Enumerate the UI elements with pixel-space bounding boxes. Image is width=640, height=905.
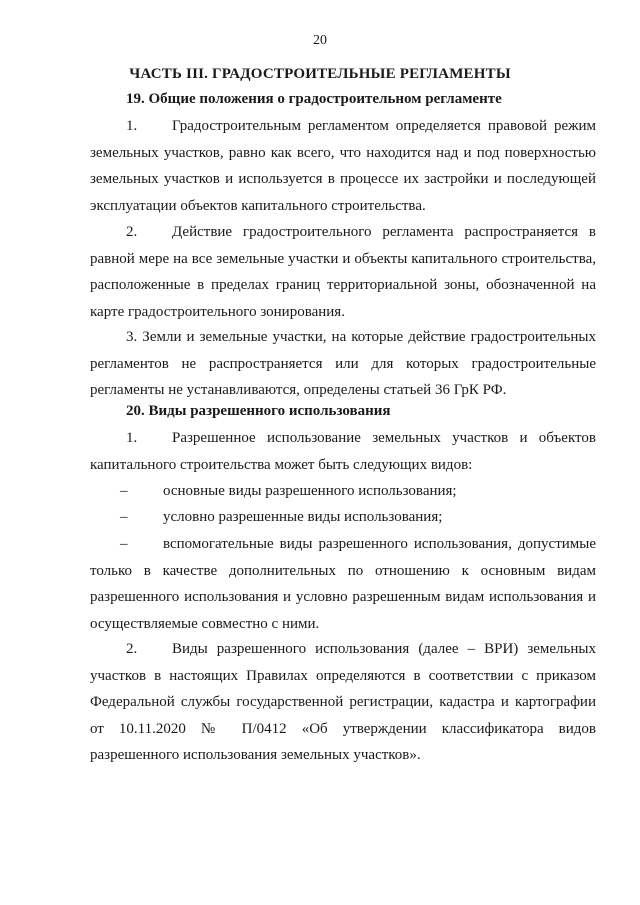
dash-marker: – [120, 483, 128, 499]
paragraph-number: 1. [126, 118, 138, 134]
section-20-title: 20. Виды разрешенного использования [126, 403, 391, 419]
paragraph-number: 2. [126, 224, 138, 240]
section-20-paragraph-2 [90, 636, 596, 769]
section-19-paragraph-2 [90, 219, 596, 325]
dash-marker: – [120, 509, 128, 525]
paragraph-text: Виды разрешенного использования (далее – ВРИ) земельных участков в настоящих Правилах определяются в соответствии с приказом Федеральной службы государственной регистрации, кадастра и картографии от 10.11.2020 № П/0412 «Об утверждении классификатора видов разрешенного использования земельных участков». [90, 641, 596, 763]
section-19-paragraph-1 [90, 113, 596, 219]
paragraph-text: Разрешенное использование земельных участков и объектов капитального строительства может быть следующих видов: [90, 430, 596, 473]
dash-marker: – [120, 536, 128, 552]
section-19-paragraph-3: 3. Земли и земельные участки, на которые действие градостроительных регламентов не распространяется или для которых градостроительные регламенты не устанавливаются, определены статьей 36 ГрК РФ. [90, 329, 596, 398]
list-item-text: основные виды разрешенного использования; [163, 483, 457, 499]
section-19-title: 19. Общие положения о градостроительном регламенте [126, 91, 502, 107]
list-item [90, 531, 596, 637]
section-20-paragraph-1 [90, 425, 596, 478]
list-item-text: вспомогательные виды разрешенного использования, допустимые только в качестве дополнительных по отношению к основным видам разрешенного использования и условно разрешенным видам использования и осуществляемые совместно с ними. [90, 536, 596, 632]
paragraph-text: Градостроительным регламентом определяется правовой режим земельных участков, равно как всего, что находится над и под поверхностью земельных участков и используется в процессе их застройки и последующей эксплуатации объектов капитального строительства. [90, 118, 596, 214]
paragraph-number: 1. [126, 430, 138, 446]
page-number: 20 [313, 33, 327, 48]
paragraph-text: Действие градостроительного регламента распространяется в равной мере на все земельные участки и объекты капитального строительства, расположенные в пределах границ территориальной зоны, обозначенной на карте градостроительного зонирования. [90, 224, 596, 320]
list-item-text: условно разрешенные виды использования; [163, 509, 443, 525]
part-title: ЧАСТЬ III. ГРАДОСТРОИТЕЛЬНЫЕ РЕГЛАМЕНТЫ [129, 66, 511, 82]
paragraph-number: 2. [126, 641, 138, 657]
